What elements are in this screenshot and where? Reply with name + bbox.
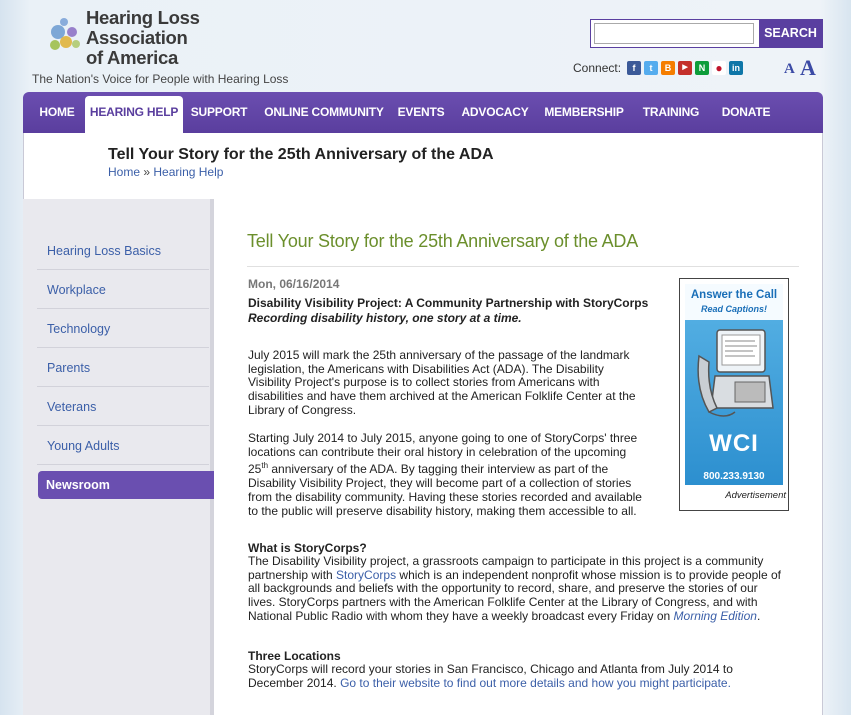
nav-events[interactable]: EVENTS: [397, 105, 445, 119]
heading-what-is-storycorps: What is StoryCorps?: [248, 541, 367, 555]
breadcrumb: [108, 165, 223, 179]
paragraph-4: StoryCorps will record your stories in San Francisco, Chicago and Atlanta from July 2014 to December 2014. Go to their website to find out more details and how you might participate.: [248, 662, 733, 690]
ad-banner: [685, 284, 783, 485]
breadcrumb-separator: »: [143, 165, 151, 179]
nav-hearing-help[interactable]: HEARING HELP: [85, 96, 183, 133]
sidebar: [23, 199, 214, 715]
linkedin-icon[interactable]: in: [729, 61, 743, 75]
nav-donate[interactable]: DONATE: [721, 105, 771, 119]
breadcrumb-hearing-help[interactable]: Hearing Help: [153, 165, 224, 179]
logo-text: Hearing Loss Association of America: [86, 7, 200, 68]
sidebar-item-parents[interactable]: Parents: [37, 349, 209, 387]
font-large-button[interactable]: A: [800, 55, 816, 80]
page-title-bar: [23, 133, 823, 199]
storycorps-link[interactable]: StoryCorps: [336, 567, 397, 582]
twitter-icon[interactable]: t: [644, 61, 658, 75]
article-date: Mon, 06/16/2014: [248, 277, 340, 291]
logo-circles-icon: [44, 12, 86, 60]
search-button[interactable]: SEARCH: [759, 20, 822, 47]
title-divider: [247, 266, 799, 267]
nav-training[interactable]: TRAINING: [642, 105, 700, 119]
raspberry-icon[interactable]: ●: [712, 61, 726, 75]
ad-subhead: Read Captions!: [700, 304, 767, 314]
main-content: [214, 199, 823, 715]
nav-advocacy[interactable]: ADVOCACY: [461, 105, 529, 119]
morning-edition-link[interactable]: Morning Edition: [673, 608, 757, 623]
search-box: [590, 19, 823, 48]
font-small-button[interactable]: A: [784, 61, 795, 77]
site-header: [0, 0, 851, 92]
facebook-icon[interactable]: f: [627, 61, 641, 75]
ad-headline: Answer the Call: [690, 289, 778, 301]
sidebar-item-newsroom[interactable]: Newsroom: [38, 471, 228, 499]
paragraph-1: July 2015 will mark the 25th anniversary of the passage of the landmark legislation, the Americans with Disabilities Act (ADA). The Disability Visibility Project's purpose is to collect stories from Americans with disabilities and have them archived at the American Folklife Center at the Library of Congress.: [248, 348, 636, 417]
ad-caption: Advertisement: [725, 490, 786, 501]
newsvine-icon[interactable]: N: [695, 61, 709, 75]
article-tagline: Recording disability history, one story at a time.: [248, 311, 522, 325]
tagline: The Nation's Voice for People with Hearing Loss: [32, 72, 289, 86]
heading-three-locations: Three Locations: [248, 649, 341, 663]
breadcrumb-home[interactable]: Home: [108, 165, 141, 179]
sidebar-item-veterans[interactable]: Veterans: [37, 388, 209, 426]
sidebar-item-hearing-loss-basics[interactable]: Hearing Loss Basics: [37, 232, 209, 270]
blogger-icon[interactable]: B: [661, 61, 675, 75]
hlaa-logo[interactable]: [44, 6, 204, 68]
nav-home[interactable]: HOME: [39, 105, 75, 119]
wci-logo: WCI: [709, 430, 759, 457]
article-title: Tell Your Story for the 25th Anniversary of the ADA: [247, 231, 639, 251]
article-subtitle: Disability Visibility Project: A Community Partnership with StoryCorps: [248, 296, 649, 310]
paragraph-3: The Disability Visibility project, a grassroots campaign to participate in this project is a community partnership with StoryCorps which is an independent nonprofit whose mission is to provide people of all backgrounds and beliefs with the opportunity to record, share, and preserve the stories of our lives. StoryCorps partners with the American Folklife Center at the Library of Congress, and with National Public Radio with whom they have a weekly broadcast every Friday on Morning Edition.: [248, 554, 781, 623]
nav-membership[interactable]: MEMBERSHIP: [544, 105, 624, 119]
advertisement[interactable]: [679, 278, 789, 511]
nav-support[interactable]: SUPPORT: [190, 105, 248, 119]
storycorps-website-link[interactable]: Go to their website to find out more details and how you might participate.: [340, 675, 731, 690]
page-title: Tell Your Story for the 25th Anniversary of the ADA: [108, 146, 494, 163]
ad-phone-number: 800.233.9130: [703, 471, 765, 482]
main-nav: [23, 92, 823, 133]
sidebar-item-technology[interactable]: Technology: [37, 310, 209, 348]
youtube-icon[interactable]: ▶: [678, 61, 692, 75]
nav-online-community[interactable]: ONLINE COMMUNITY: [264, 105, 384, 119]
connect-label: Connect:: [573, 61, 622, 75]
captioned-phone-icon: [695, 326, 775, 422]
sidebar-item-young-adults[interactable]: Young Adults: [37, 427, 209, 465]
sidebar-item-workplace[interactable]: Workplace: [37, 271, 209, 309]
social-connect: [573, 61, 743, 75]
search-input[interactable]: [594, 23, 754, 44]
paragraph-2: Starting July 2014 to July 2015, anyone going to one of StoryCorps' three locations can contribute their oral history in celebration of the upcoming 25th anniversary of the ADA. By tagging their interview as part of the Disability Visibility Project, they will become part of a collection of stories from the disability community. Having these stories recorded and available to the public will preserve disability history, making them accessible to all.: [248, 431, 642, 518]
